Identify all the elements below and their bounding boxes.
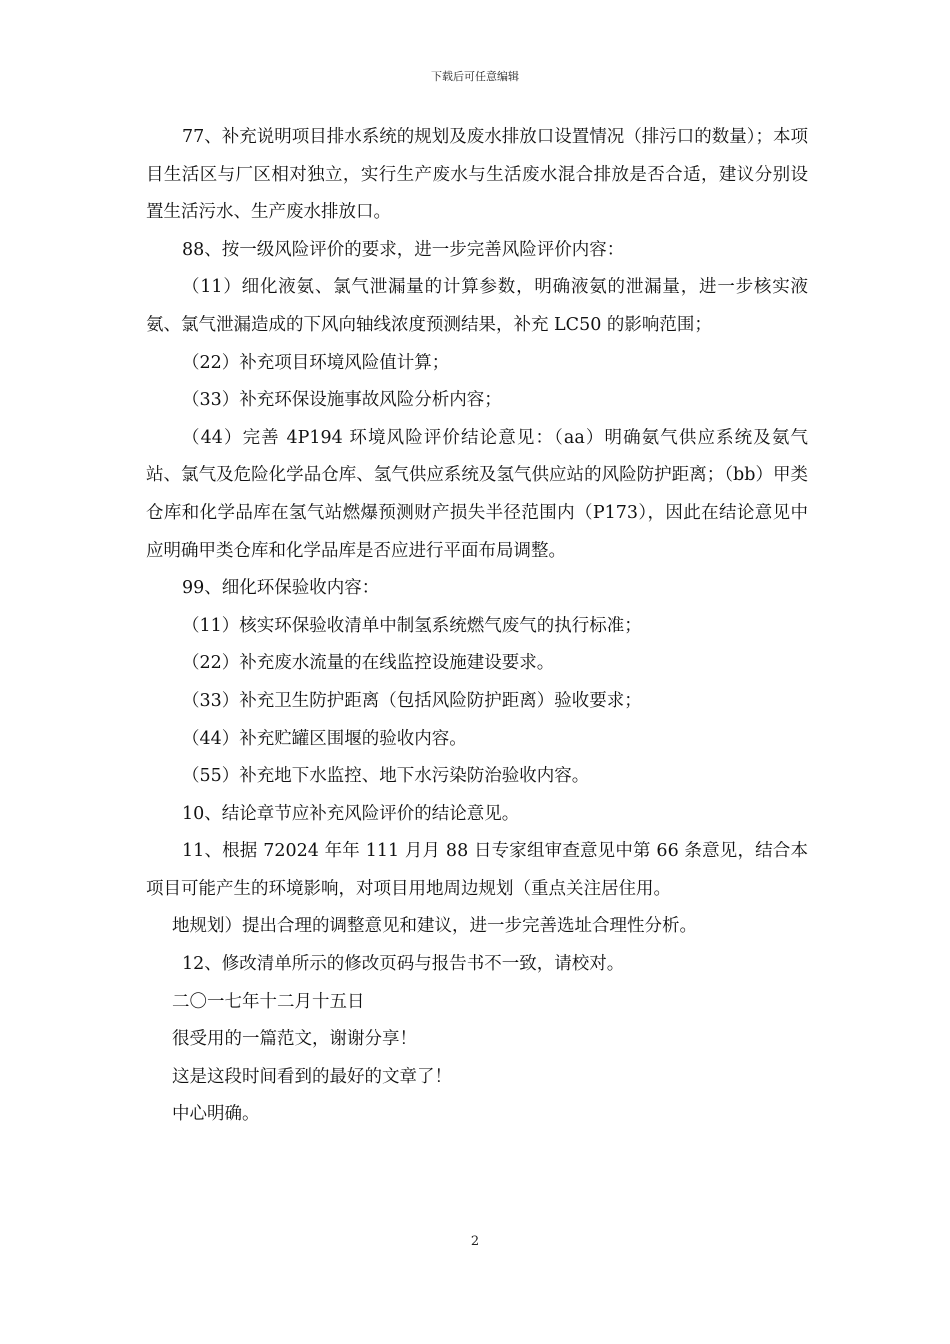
paragraph-sub-9-1: （11）核实环保验收清单中制氢系统燃气废气的执行标准； [182,615,642,636]
paragraph-sub-9-5: （55）补充地下水监控、地下水污染防治验收内容。 [182,766,590,787]
paragraph-item-9: 99、细化环保验收内容： [182,578,380,599]
paragraph-sub-9-2: （22）补充废水流量的在线监控设施建设要求。 [182,653,555,674]
paragraph-sub-8-1: （11）细化液氨、氯气泄漏量的计算参数，明确液氨的泄漏量，进一步核实液氨、氯气泄漏造成的下风向轴线浓度预测结果，补充 LC50 的影响范围； [146,277,808,335]
paragraph-sub-8-4: （44）完善 4P194 环境风险评价结论意见：（aa）明确氨气供应系统及氨气站、氯气及危险化学品仓库、氢气供应系统及氢气供应站的风险防护距离；（bb）甲类仓库和化学品库在氢气站燃爆预测财产损失半径范围内（P173），因此在结论意见中应明确甲类仓库和化学品库是否应进行平面布局调整。 [146,427,808,561]
paragraph-item-11: 11、根据 72024 年年 111 月月 88 日专家组审查意见中第 66 条意见，结合本项目可能产生的环境影响，对项目用地周边规划（重点关注居住用。 [146,841,808,899]
page-header: 下载后可任意编辑 [431,70,519,83]
paragraph-item-12: 12、修改清单所示的修改页码与报告书不一致，请校对。 [182,954,625,975]
comment-line-3: 中心明确。 [172,1104,260,1125]
document-date: 二〇一七年十二月十五日 [172,991,365,1012]
paragraph-item-8: 88、按一级风险评价的要求，进一步完善风险评价内容： [182,239,625,260]
comment-line-1: 很受用的一篇范文，谢谢分享！ [172,1029,417,1050]
paragraph-item-11-cont: 地规划）提出合理的调整意见和建议，进一步完善选址合理性分析。 [172,916,697,937]
paragraph-sub-9-3: （33）补充卫生防护距离（包括风险防护距离）验收要求； [182,690,642,711]
document-body [146,119,808,1134]
paragraph-sub-8-2: （22）补充项目环境风险值计算； [182,352,450,373]
comment-line-2: 这是这段时间看到的最好的文章了！ [172,1066,452,1087]
paragraph-sub-8-3: （33）补充环保设施事故风险分析内容； [182,390,502,411]
paragraph-item-10: 10、结论章节应补充风险评价的结论意见。 [182,803,520,824]
page-number: 2 [470,1234,480,1249]
paragraph-item-7: 77、补充说明项目排水系统的规划及废水排放口设置情况（排污口的数量）；本项目生活区与厂区相对独立，实行生产废水与生活废水混合排放是否合适，建议分别设置生活污水、生产废水排放口。 [146,127,809,223]
paragraph-sub-9-4: （44）补充贮罐区围堰的验收内容。 [182,728,467,749]
